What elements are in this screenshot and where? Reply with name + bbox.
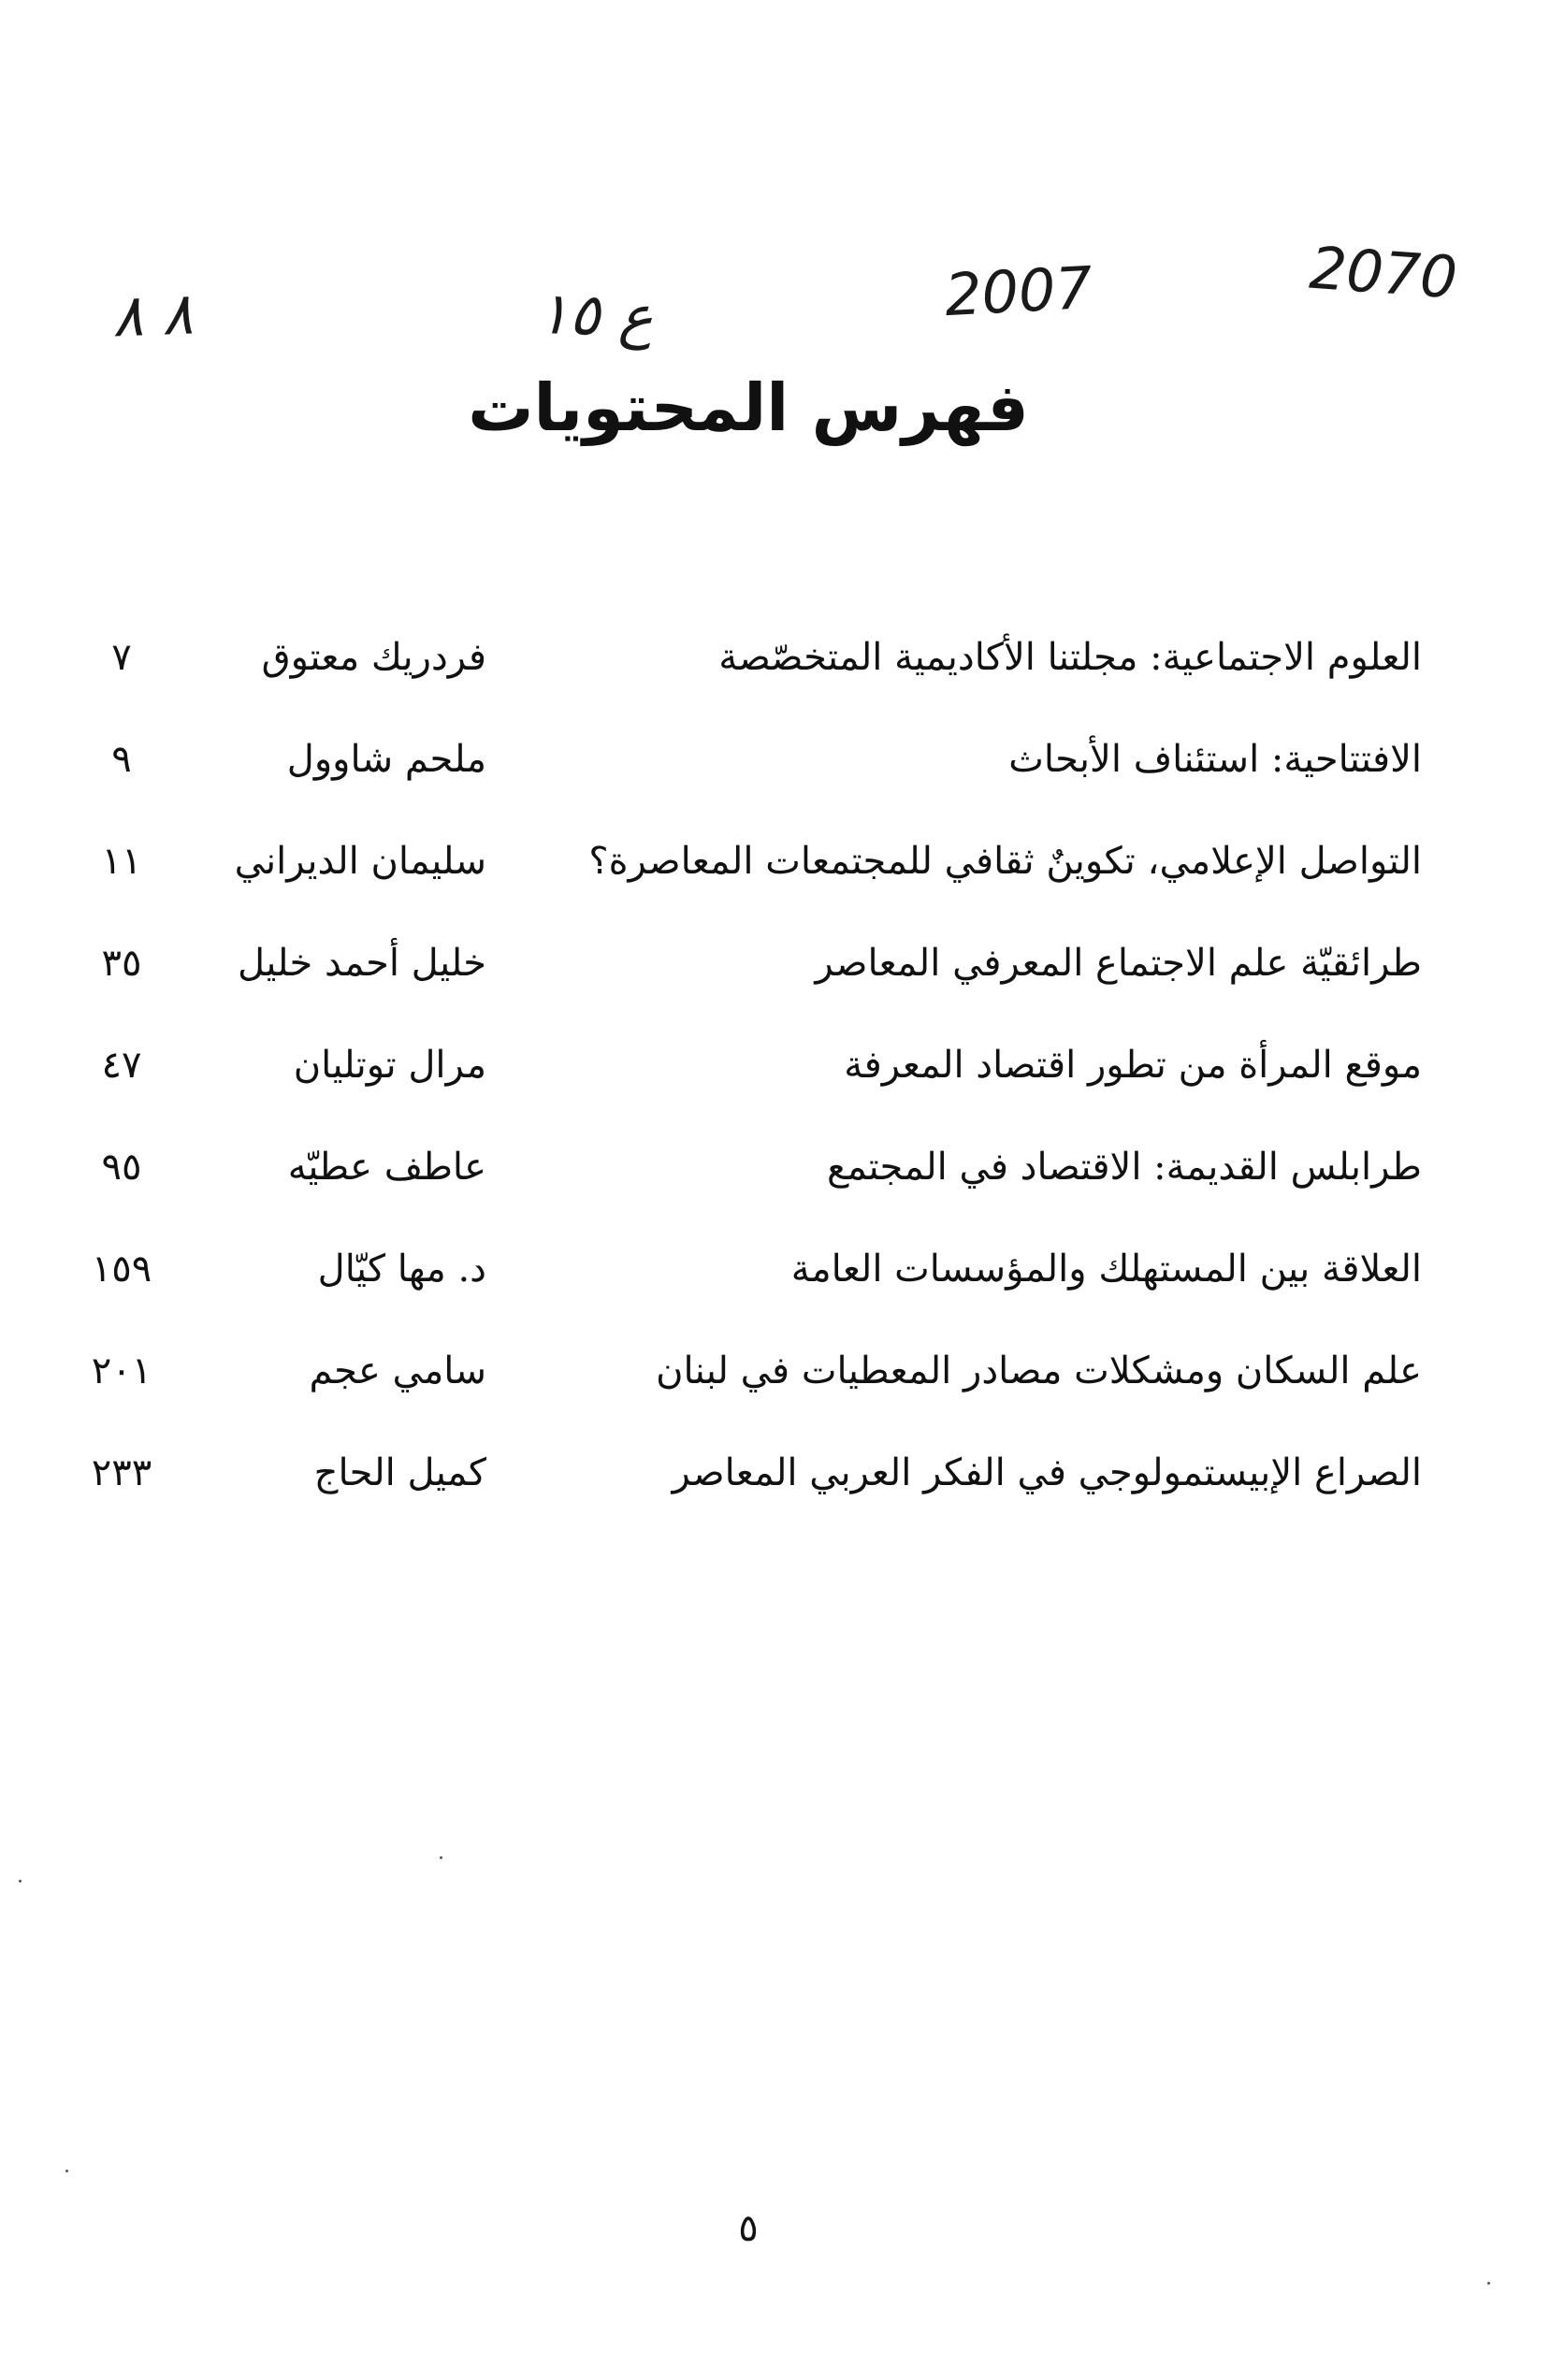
toc-row	[56, 840, 1422, 942]
toc-row	[56, 1146, 1422, 1248]
toc-row	[56, 636, 1422, 738]
handwritten-note: 2070	[1307, 233, 1460, 312]
toc-author: سليمان الديراني	[234, 840, 486, 883]
toc-row	[56, 1044, 1422, 1146]
toc-title: العلاقة بين المستهلك والمؤسسات العامة	[790, 1248, 1422, 1291]
toc-title: الافتتاحية: استئناف الأبحاث	[1008, 738, 1422, 781]
table-of-contents	[56, 636, 1422, 1553]
page-number: ٥	[738, 2207, 759, 2250]
scan-speck	[440, 1856, 442, 1859]
toc-title: الصراع الإبيستمولوجي في الفكر العربي المعاصر	[672, 1451, 1422, 1494]
toc-row	[56, 942, 1422, 1044]
toc-row	[56, 738, 1422, 840]
toc-title: علم السكان ومشكلات مصادر المعطيات في لبنان	[656, 1349, 1422, 1392]
toc-author: سامي عجم	[309, 1349, 486, 1392]
toc-page-number: ٢٠١	[91, 1349, 152, 1392]
toc-title: طرابلس القديمة: الاقتصاد في المجتمع	[827, 1146, 1422, 1189]
handwritten-note: 2007	[943, 252, 1094, 330]
toc-page-number: ٩	[111, 738, 132, 781]
scan-speck	[1487, 2282, 1490, 2285]
handwritten-note: ع ١٥	[536, 278, 655, 352]
toc-author: خليل أحمد خليل	[237, 942, 486, 985]
toc-title: طرائقيّة علم الاجتماع المعرفي المعاصر	[815, 942, 1422, 985]
toc-title: التواصل الإعلامي، تكوينٌ ثقافي للمجتمعات المعاصرة؟	[588, 840, 1422, 883]
toc-page-number: ٢٣٣	[91, 1451, 152, 1494]
toc-page-number: ٧	[111, 636, 132, 679]
toc-author: مرال توتليان	[293, 1044, 486, 1087]
toc-author: كميل الحاج	[313, 1451, 486, 1494]
toc-author: ملحم شاوول	[286, 738, 486, 781]
toc-page-number: ٤٧	[101, 1044, 142, 1087]
toc-page-number: ١٥٩	[91, 1248, 152, 1291]
toc-author: فردريك معتوق	[261, 636, 486, 679]
toc-row	[56, 1451, 1422, 1553]
toc-page-number: ٣٥	[101, 942, 142, 985]
toc-author: عاطف عطيّه	[287, 1146, 486, 1189]
toc-author: د. مها كيّال	[317, 1248, 486, 1291]
handwritten-note: ٨ ٨	[110, 279, 195, 351]
toc-page-number: ١١	[101, 840, 142, 883]
scan-speck	[19, 1880, 22, 1882]
scan-speck	[65, 2170, 68, 2172]
page-title: فهرس المحتويات	[468, 369, 1029, 446]
toc-title: العلوم الاجتماعية: مجلتنا الأكاديمية المتخصّصة	[718, 636, 1422, 679]
toc-page-number: ٩٥	[101, 1146, 142, 1189]
toc-title: موقع المرأة من تطور اقتصاد المعرفة	[844, 1044, 1422, 1087]
toc-row	[56, 1248, 1422, 1349]
toc-row	[56, 1349, 1422, 1451]
